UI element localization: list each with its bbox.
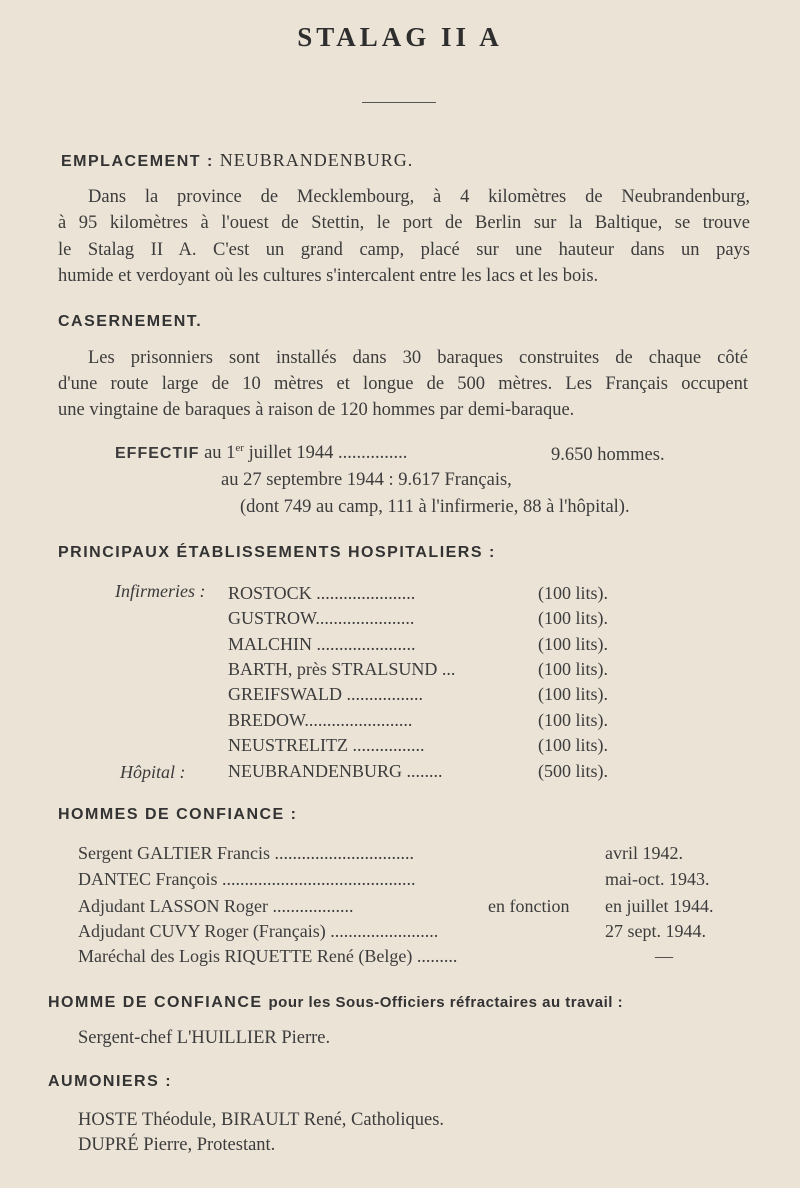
hospital-beds: (100 lits). — [538, 583, 608, 603]
emplacement-place: NEUBRANDENBURG. — [219, 150, 414, 170]
confiance-name: Sergent GALTIER Francis ............................... — [78, 843, 414, 863]
hospital-name: BREDOW........................ — [228, 710, 413, 730]
confiance-heading: HOMMES DE CONFIANCE : — [58, 806, 298, 823]
homme-confiance-label: HOMME DE CONFIANCE — [48, 994, 263, 1011]
hospital-beds: (100 lits). — [538, 659, 608, 679]
effectif-line-3: (dont 749 au camp, 111 à l'infirmerie, 88 à l'hôpital). — [240, 497, 630, 517]
effectif-label: EFFECTIF — [115, 445, 200, 463]
hospital-name: NEUBRANDENBURG ........ — [228, 761, 443, 781]
confiance-extra: en fonction — [488, 896, 570, 916]
hospital-beds: (100 lits). — [538, 634, 608, 654]
casernement-line-1: Les prisonniers sont installés dans 30 baraques construites de chaque côté — [88, 348, 748, 368]
emplacement-heading — [61, 150, 413, 171]
confiance-date: 27 sept. 1944. — [605, 921, 706, 941]
emplacement-line-1: Dans la province de Mecklembourg, à 4 kilomètres de Neubrandenburg, — [88, 187, 750, 207]
effectif-line-2: au 27 septembre 1944 : 9.617 Français, — [221, 470, 512, 490]
hospital-name: NEUSTRELITZ ................ — [228, 735, 425, 755]
casernement-line-3: une vingtaine de baraques à raison de 120 hommes par demi-baraque. — [58, 400, 575, 420]
homme-confiance-name: Sergent-chef L'HUILLIER Pierre. — [78, 1028, 331, 1048]
hopital-label: Hôpital : — [120, 762, 186, 782]
emplacement-line-2: à 95 kilomètres à l'ouest de Stettin, le port de Berlin sur la Baltique, se trouve — [58, 213, 750, 233]
emplacement-line-3: le Stalag II A. C'est un grand camp, placé sur une hauteur dans un pays — [58, 240, 750, 260]
casernement-heading: CASERNEMENT. — [58, 313, 203, 330]
effectif-date-rest: juillet 1944 ............... — [248, 443, 408, 464]
hospital-beds: (100 lits). — [538, 710, 608, 730]
confiance-date: — — [655, 946, 673, 966]
confiance-name: Maréchal des Logis RIQUETTE René (Belge) ......... — [78, 946, 458, 966]
effectif-value: 9.650 hommes. — [551, 445, 665, 465]
aumoniers-heading: AUMONIERS : — [48, 1073, 173, 1090]
hospital-beds: (500 lits). — [538, 761, 608, 781]
title-divider — [362, 102, 436, 103]
effectif-date-prefix: au 1 — [204, 443, 236, 464]
hospital-beds: (100 lits). — [538, 735, 608, 755]
hospitaliers-heading: PRINCIPAUX ÉTABLISSEMENTS HOSPITALIERS : — [58, 544, 496, 561]
hospital-name: MALCHIN ...................... — [228, 634, 416, 654]
hospital-name: BARTH, près STRALSUND ... — [228, 659, 456, 679]
effectif-date-sup: er — [235, 442, 244, 454]
aumoniers-line-1: HOSTE Théodule, BIRAULT René, Catholiques. — [78, 1110, 445, 1130]
aumoniers-line-2: DUPRÉ Pierre, Protestant. — [78, 1135, 276, 1155]
homme-confiance-heading — [48, 994, 623, 1012]
confiance-date: avril 1942. — [605, 843, 683, 863]
infirmeries-label: Infirmeries : — [115, 581, 206, 601]
hospital-name: ROSTOCK ...................... — [228, 583, 416, 603]
hospital-beds: (100 lits). — [538, 608, 608, 628]
hospital-name: GREIFSWALD ................. — [228, 684, 424, 704]
hospital-beds: (100 lits). — [538, 684, 608, 704]
casernement-line-2: d'une route large de 10 mètres et longue de 500 mètres. Les Français occupent — [58, 374, 748, 394]
confiance-date: mai-oct. 1943. — [605, 869, 710, 889]
homme-confiance-desc: pour les Sous-Officiers réfractaires au travail : — [268, 994, 624, 1011]
page-title: STALAG II A — [297, 22, 503, 52]
confiance-name: Adjudant LASSON Roger .................. — [78, 896, 354, 916]
confiance-date: en juillet 1944. — [605, 896, 714, 916]
effectif-line-1 — [115, 442, 407, 464]
emplacement-line-4: humide et verdoyant où les cultures s'intercalent entre les lacs et les bois. — [58, 266, 599, 286]
hospital-name: GUSTROW...................... — [228, 608, 415, 628]
confiance-name: Adjudant CUVY Roger (Français) ........................ — [78, 921, 439, 941]
emplacement-label: EMPLACEMENT : — [61, 153, 214, 170]
confiance-name: DANTEC François ........................................... — [78, 869, 416, 889]
